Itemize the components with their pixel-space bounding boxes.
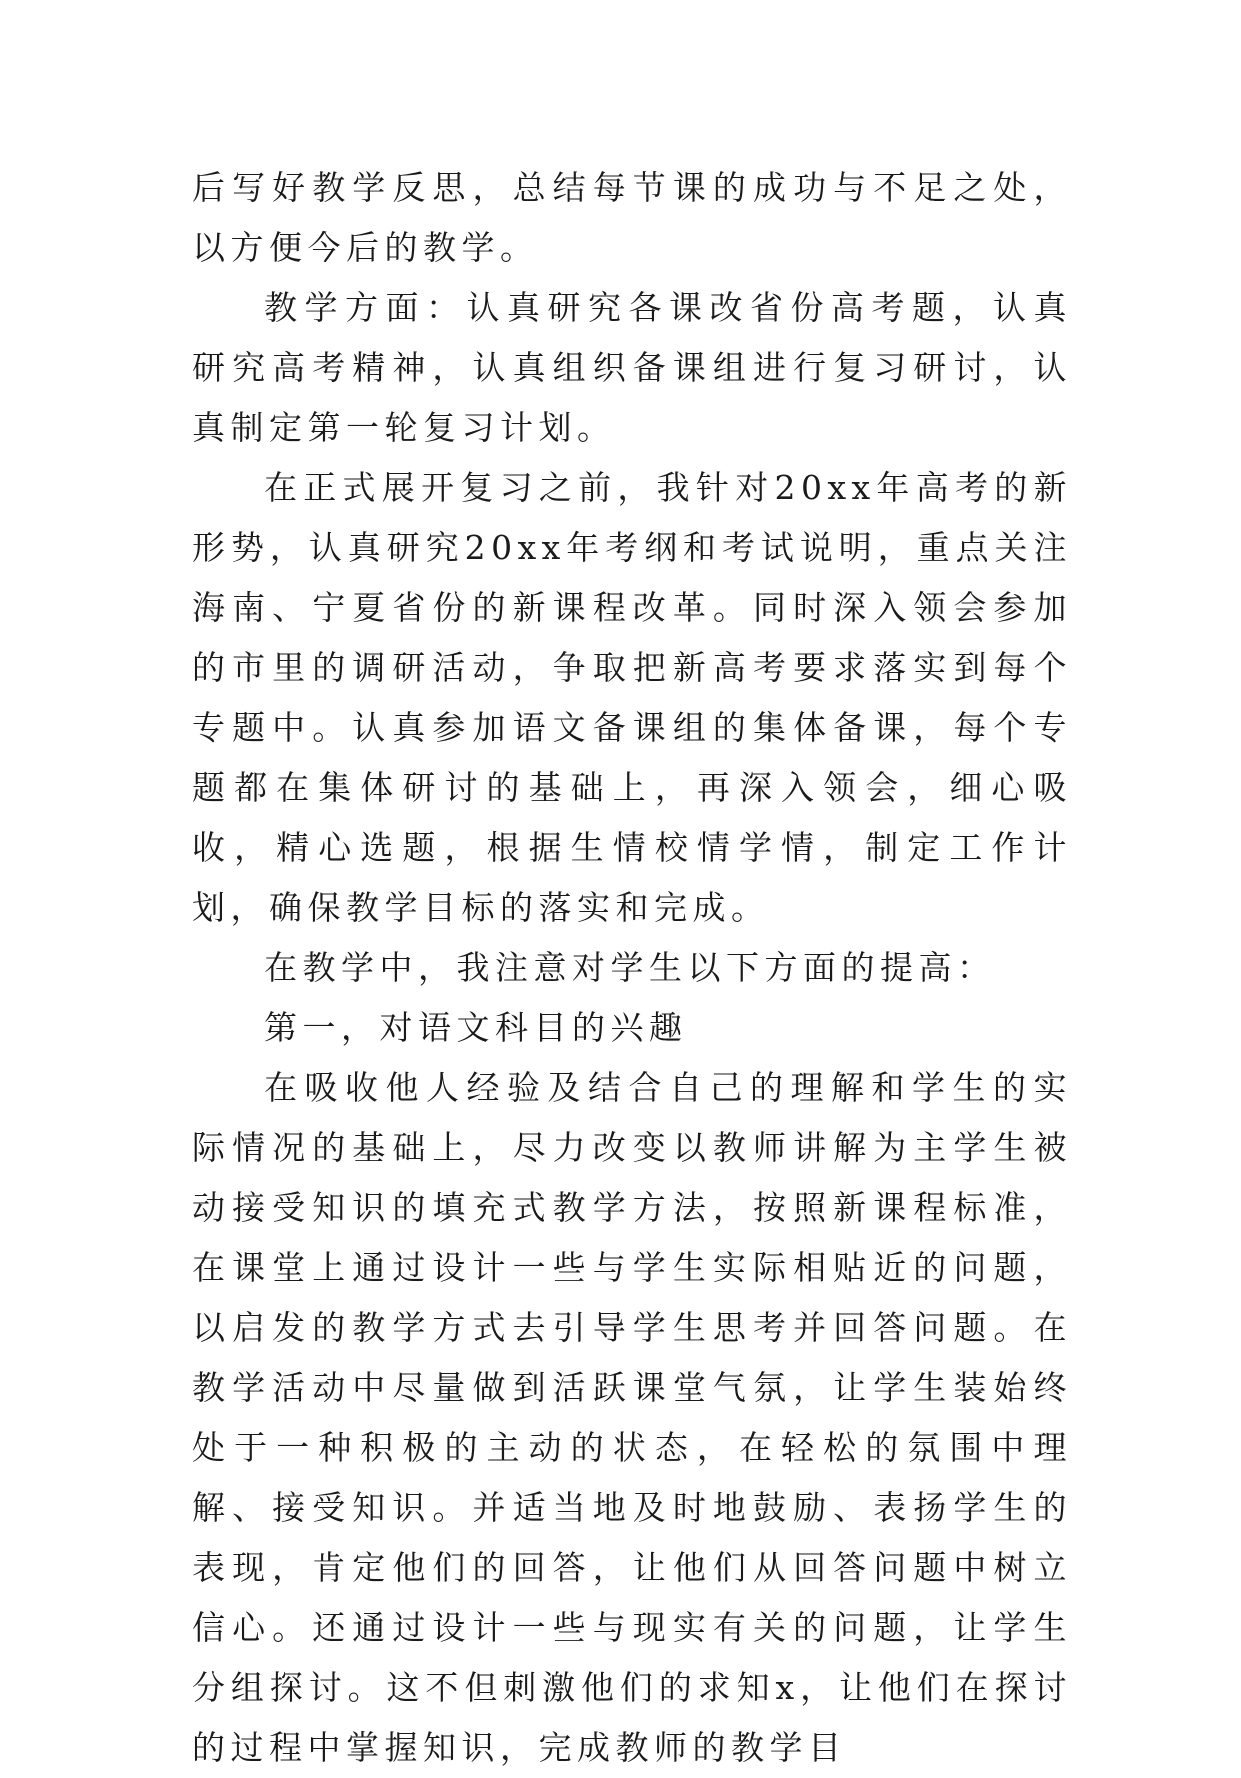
paragraph-3: 在正式展开复习之前，我针对20xx年高考的新形势，认真研究20xx年考纲和考试说明，重点关注海南、宁夏省份的新课程改革。同时深入领会参加的市里的调研活动，争取把新高考要求落实到每个专题中。认真参加语文备课组的集体备课，每个专题都在集体研讨的基础上，再深入领会，细心吸收，精心选题，根据生情校情学情，制定工作计划，确保教学目标的落实和完成。: [192, 468, 1072, 927]
paragraph-6: 在吸收他人经验及结合自己的理解和学生的实际情况的基础上，尽力改变以教师讲解为主学生被动接受知识的填充式教学方法，按照新课程标准，在课堂上通过设计一些与学生实际相贴近的问题，以启发的教学方式去引导学生思考并回答问题。在教学活动中尽量做到活跃课堂气氛，让学生装始终处于一种积极的主动的状态，在轻松的氛围中理解、接受知识。并适当地及时地鼓励、表扬学生的表现，肯定他们的回答，让他们从回答问题中树立信心。还通过设计一些与现实有关的问题，让学生分组探讨。这不但刺激他们的求知x，让他们在探讨的过程中掌握知识，完成教师的教学目: [192, 1068, 1072, 1767]
paragraph-5: 第一，对语文科目的兴趣: [264, 1008, 688, 1047]
paragraph-4: 在教学中，我注意对学生以下方面的提高：: [264, 948, 996, 987]
document-body: [192, 158, 1072, 1778]
paragraph-2: 教学方面：认真研究各课改省份高考题，认真研究高考精神，认真组织备课组进行复习研讨，认真制定第一轮复习计划。: [192, 288, 1072, 447]
paragraph-1: 后写好教学反思，总结每节课的成功与不足之处，以方便今后的教学。: [192, 168, 1072, 267]
